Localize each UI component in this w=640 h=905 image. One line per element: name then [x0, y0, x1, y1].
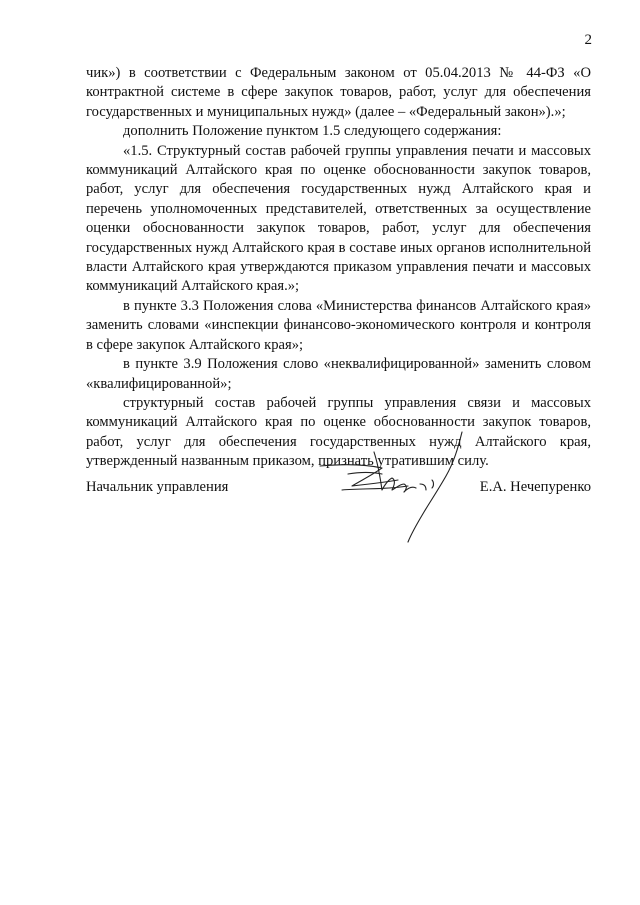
signatory-name: Е.А. Нечепуренко — [479, 479, 591, 495]
document-body — [86, 64, 591, 472]
handwritten-signature — [312, 428, 482, 546]
paragraph-repeal: структурный состав рабочей группы управления связи и массовых коммуникаций Алтайского края по оценке обоснованности закупок товаров, работ, услуг для обеспечения государственных нужд Алтайского края, утвержденный названным приказом, признать утратившим силу. — [86, 394, 591, 470]
paragraph-continuation: чик») в соответствии с Федеральным законом от 05.04.2013 № 44-ФЗ «О контрактной системе в сфере закупок товаров, работ, услуг для обеспечения государственных и муниципальных нужд» (далее – «Федеральный закон»).»; — [86, 65, 591, 120]
paragraph-clause-1-5: «1.5. Структурный состав рабочей группы управления печати и массовых коммуникаций Алтайского края по оценке обоснованности закупок товаров, работ, услуг для обеспечения государственных нужд Алтайского края и перечень уполномоченных представителей, ответственных за осуществление оценки обоснованности закупок товаров, работ, услуг для обеспечения государственных нужд Алтайского края в составе иных органов исполнительной власти Алтайского края утверждаются приказом управления печати и массовых коммуникаций Алтайского края.»; — [86, 142, 591, 295]
paragraph-add-clause: дополнить Положение пунктом 1.5 следующего содержания: — [123, 123, 502, 140]
page-number: 2 — [584, 32, 592, 48]
paragraph-clause-3-3: в пункте 3.3 Положения слова «Министерства финансов Алтайского края» заменить словами «инспекции финансово-экономического контроля и контроля в сфере закупок Алтайского края»; — [86, 297, 591, 353]
signatory-title: Начальник управления — [86, 479, 229, 495]
paragraph-clause-3-9: в пункте 3.9 Положения слово «неквалифицированной» заменить словом «квалифицированной»; — [86, 356, 591, 392]
